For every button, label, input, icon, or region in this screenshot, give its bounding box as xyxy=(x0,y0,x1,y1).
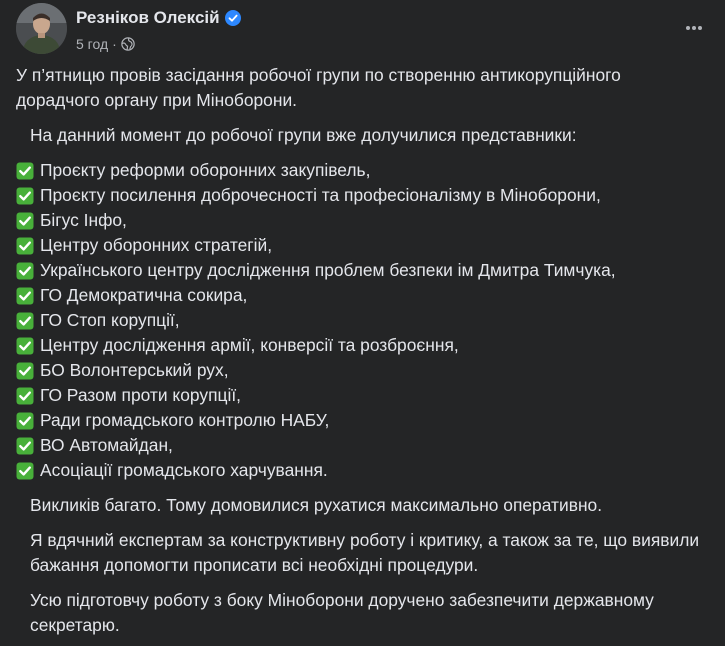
list-item-label: ГО Стоп корупції, xyxy=(40,310,180,330)
check-mark-button-icon xyxy=(16,337,34,355)
more-options-button[interactable] xyxy=(679,13,709,43)
post-paragraph-1: Викликів багато. Тому домовилися рухатися максимально оперативно. xyxy=(30,495,603,515)
post-intro: У п’ятницю провів засідання робочої групи по створенню антикорупційного дорадчого органу при Міноборони. xyxy=(16,65,621,110)
post-header xyxy=(16,3,709,59)
post-timestamp[interactable]: 5 год xyxy=(76,36,109,52)
author-name[interactable]: Резніков Олексій xyxy=(76,8,220,27)
list-item xyxy=(16,433,709,458)
list-item-label: Центру дослідження армії, конверсії та розброєння, xyxy=(40,335,459,355)
check-mark-button-icon xyxy=(16,187,34,205)
list-item xyxy=(16,358,709,383)
list-intro: На данний момент до робочої групи вже долучилися представники: xyxy=(30,125,577,145)
check-mark-button-icon xyxy=(16,362,34,380)
check-mark-button-icon xyxy=(16,162,34,180)
list-item xyxy=(16,458,709,483)
list-item xyxy=(16,233,709,258)
check-mark-button-icon xyxy=(16,437,34,455)
meta-separator: · xyxy=(112,36,117,52)
check-mark-button-icon xyxy=(16,287,34,305)
list-item xyxy=(16,208,709,233)
list-item-label: Центру оборонних стратегій, xyxy=(40,235,273,255)
list-item xyxy=(16,308,709,333)
check-mark-button-icon xyxy=(16,262,34,280)
list-item xyxy=(16,408,709,433)
more-horizontal-icon xyxy=(684,18,704,38)
list-item xyxy=(16,333,709,358)
list-item-label: Проєкту посилення доброчесності та професіоналізму в Міноборони, xyxy=(40,185,601,205)
list-item xyxy=(16,283,709,308)
list-item-label: Бігус Інфо, xyxy=(40,210,127,230)
post-paragraph-2: Я вдячний експертам за конструктивну роботу і критику, а також за те, що виявили бажання допомогти прописати всі необхідні процедури. xyxy=(30,530,700,575)
post-body xyxy=(16,63,709,638)
author-avatar[interactable] xyxy=(16,3,67,54)
list-item-label: БО Волонтерський рух, xyxy=(40,360,229,380)
check-mark-button-icon xyxy=(16,312,34,330)
list-item-label: Ради громадського контролю НАБУ, xyxy=(40,410,330,430)
verified-badge-icon xyxy=(225,10,241,26)
list-item-label: ГО Демократична сокира, xyxy=(40,285,248,305)
list-item xyxy=(16,158,709,183)
check-mark-button-icon xyxy=(16,387,34,405)
list-item xyxy=(16,183,709,208)
check-mark-button-icon xyxy=(16,237,34,255)
list-item-label: ГО Разом проти корупції, xyxy=(40,385,241,405)
check-mark-button-icon xyxy=(16,462,34,480)
check-mark-button-icon xyxy=(16,212,34,230)
check-mark-button-icon xyxy=(16,412,34,430)
list-item-label: ВО Автомайдан, xyxy=(40,435,173,455)
globe-icon[interactable] xyxy=(121,37,135,51)
list-item-label: Асоціації громадського харчування. xyxy=(40,460,328,480)
participants-list xyxy=(16,158,709,483)
list-item xyxy=(16,383,709,408)
list-item-label: Проєкту реформи оборонних закупівель, xyxy=(40,160,371,180)
post-meta xyxy=(76,36,135,52)
post-paragraph-3: Усю підготовчу роботу з боку Міноборони доручено забезпечити державному секретарю. xyxy=(30,590,654,635)
avatar-photo xyxy=(16,3,67,54)
list-item xyxy=(16,258,709,283)
list-item-label: Українського центру дослідження проблем безпеки ім Дмитра Тимчука, xyxy=(40,260,616,280)
